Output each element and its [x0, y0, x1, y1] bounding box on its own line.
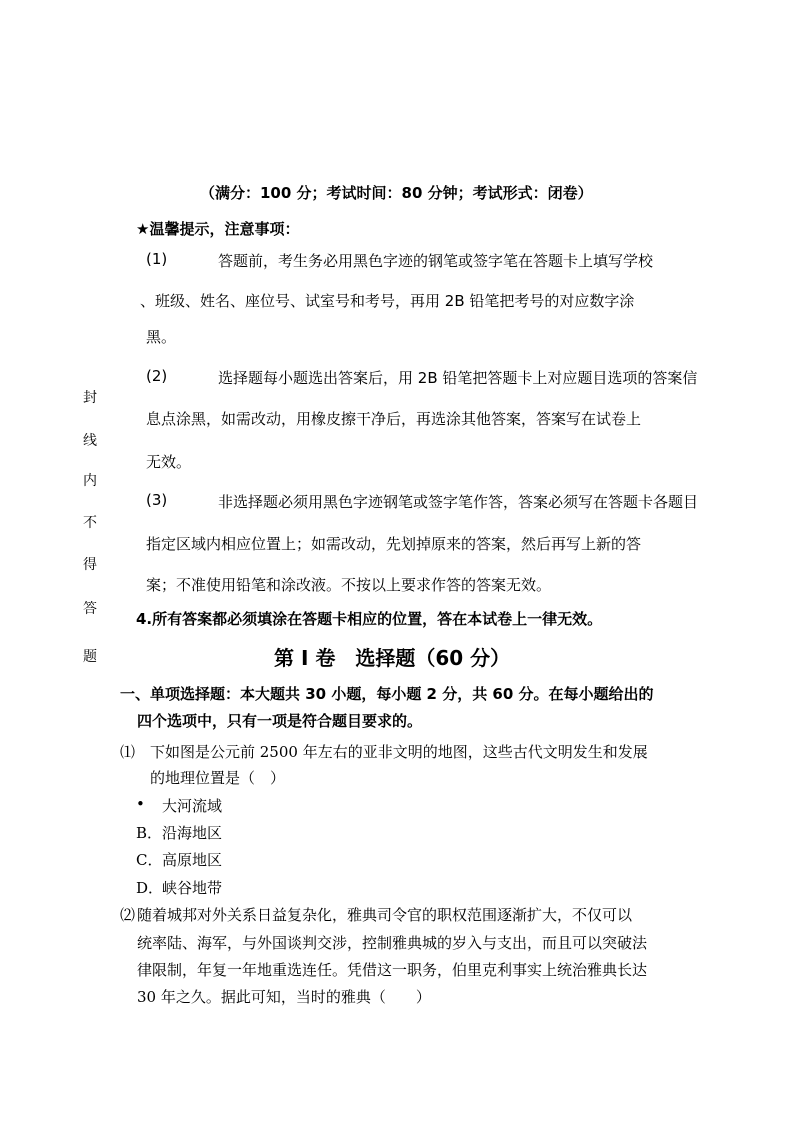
- seal-line-char: 封: [83, 390, 97, 406]
- notice-item-number: (2): [146, 367, 168, 385]
- seal-line-char: 答: [83, 601, 97, 617]
- seal-line-char: 内: [83, 473, 97, 489]
- question-text: 律限制，年复一年地重选连任。凭借这一职务，伯里克利事实上统治雅典长达: [137, 961, 648, 979]
- notice-item-text: 指定区域内相应位置上；如需改动，先划掉原来的答案，然后再写上新的答: [146, 535, 642, 553]
- notice-item-4: 4.所有答案都必须填涂在答题卡相应的位置，答在本试卷上一律无效。: [136, 610, 603, 628]
- option-bullet: •: [136, 795, 145, 813]
- option-text: 沿海地区: [162, 824, 223, 842]
- question-text: 30 年之久。据此可知，当时的雅典（ ）: [137, 988, 431, 1006]
- notice-title: ★温馨提示，注意事项：: [136, 220, 300, 238]
- section-title: 第 I 卷 选择题（60 分）: [274, 646, 511, 670]
- notice-item-text: 案；不准使用铅笔和涂改液。不按以上要求作答的答案无效。: [146, 576, 552, 594]
- notice-item-text: 答题前，考生务必用黑色字迹的钢笔或签字笔在答题卡上填写学校: [218, 252, 654, 270]
- part-instructions: 一、单项选择题：本大题共 30 小题，每小题 2 分，共 60 分。在每小题给出的: [120, 685, 654, 703]
- seal-line-char: 得: [83, 557, 97, 573]
- option-label: C．: [136, 851, 163, 869]
- question-text: 下如图是公元前 2500 年左右的亚非文明的地图，这些古代文明发生和发展: [150, 743, 648, 761]
- seal-line-char: 题: [83, 649, 97, 665]
- notice-item-text: 非选择题必须用黑色字迹钢笔或签字笔作答，答案必须写在答题卡各题目: [218, 493, 699, 511]
- question-number: ⑴: [120, 743, 136, 761]
- option-text: 大河流域: [162, 797, 223, 815]
- part-instructions: 四个选项中，只有一项是符合题目要求的。: [137, 712, 423, 730]
- option-label: B．: [136, 824, 163, 842]
- exam-info-header: （满分：100 分；考试时间：80 分钟；考试形式：闭卷）: [200, 184, 593, 202]
- notice-item-text: 黑。: [146, 328, 177, 346]
- question-text: 的地理位置是（ ）: [150, 769, 286, 787]
- question-text: 统率陆、海军，与外国谈判交涉，控制雅典城的岁入与支出，而且可以突破法: [137, 934, 648, 952]
- question-number: ⑵: [120, 906, 136, 924]
- notice-item-text: 选择题每小题选出答案后，用 2B 铅笔把答题卡上对应题目选项的答案信: [218, 369, 698, 387]
- seal-line-char: 线: [83, 433, 97, 449]
- notice-item-text: 息点涂黑，如需改动，用橡皮擦干净后，再选涂其他答案，答案写在试卷上: [146, 410, 642, 428]
- notice-item-number: (3): [146, 491, 168, 509]
- option-text: 峡谷地带: [162, 879, 223, 897]
- notice-item-number: (1): [146, 250, 168, 268]
- question-text: 随着城邦对外关系日益复杂化，雅典司令官的职权范围逐渐扩大，不仅可以: [137, 906, 633, 924]
- option-label: D．: [136, 879, 164, 897]
- notice-item-text: 、班级、姓名、座位号、试室号和考号，再用 2B 铅笔把考号的对应数字涂: [140, 292, 635, 310]
- seal-line-char: 不: [83, 515, 97, 531]
- notice-item-text: 无效。: [146, 453, 192, 471]
- option-text: 高原地区: [162, 851, 223, 869]
